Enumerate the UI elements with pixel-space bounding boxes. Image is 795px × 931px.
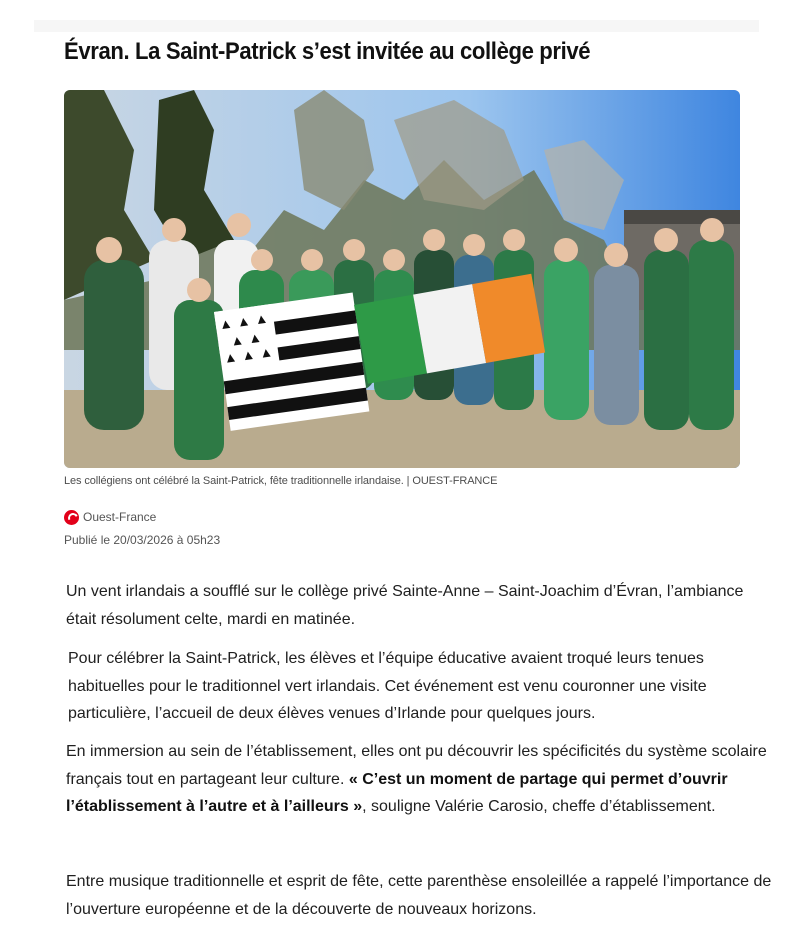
- photo-caption: Les collégiens ont célébré la Saint-Patrick, fête traditionnelle irlandaise. | OUEST-FRANCE: [64, 475, 498, 487]
- pull-quote: « C’est un moment de partage qui permet d’ouvrir l’établissement à l’autre et à l’ailleurs »: [66, 770, 728, 815]
- article-paragraph-4: Entre musique traditionnelle et esprit de fête, cette parenthèse ensoleillée a rappelé l’importance de l’ouverture européenne et de la découverte de nouveaux horizons.: [66, 873, 772, 918]
- source-line[interactable]: [64, 508, 156, 526]
- article-photo[interactable]: [64, 90, 740, 468]
- article-paragraph-2: Pour célébrer la Saint-Patrick, les élèves et l’équipe éducative avaient troqué leurs tenues habituelles pour le traditionnel vert irlandais. Cet événement est venu couronner une visite particulière, l’accueil de deux élèves venues d’Irlande pour quelques jours.: [68, 650, 707, 722]
- paragraph-3-intro: En immersion au sein de l’établissement, elles ont pu découvrir les spécificités du système scolaire français tout en partageant leur culture.: [66, 743, 767, 788]
- article-paragraph-3: [66, 738, 776, 821]
- group-photo-icon: [64, 90, 740, 468]
- page-top-band: [34, 20, 759, 32]
- published-date: Publié le 20/03/2026 à 05h23: [64, 533, 221, 547]
- ouest-france-logo-icon: [64, 510, 79, 525]
- source-name[interactable]: Ouest-France: [83, 510, 157, 524]
- article-paragraph-1: Un vent irlandais a soufflé sur le collège privé Sainte-Anne – Saint-Joachim d’Évran, l’ambiance était résolument celte, mardi en matinée.: [66, 583, 744, 628]
- article-title: Évran. La Saint-Patrick s’est invitée au collège privé: [64, 38, 591, 65]
- paragraph-3-attribution: , souligne Valérie Carosio, cheffe d’établissement.: [362, 798, 716, 815]
